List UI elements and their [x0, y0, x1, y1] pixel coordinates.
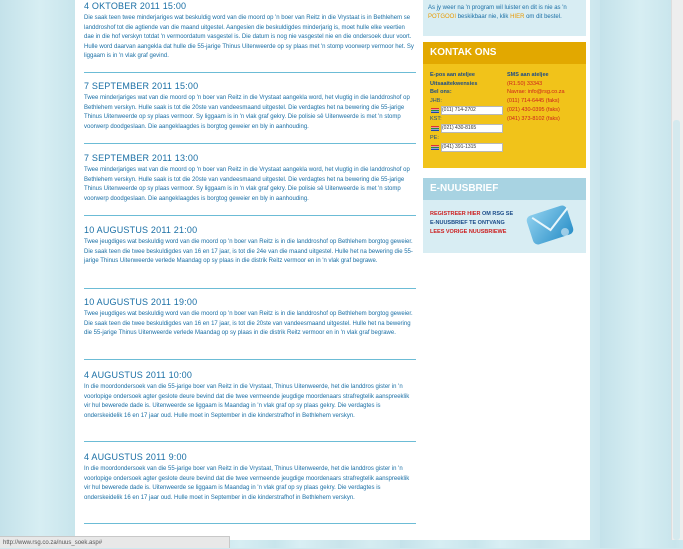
call-us-label: Bel ons: — [430, 89, 452, 96]
sa-flag-icon — [431, 108, 439, 113]
contact-left-col — [430, 71, 503, 152]
fax-number: (041) 373-8102 (faks) — [507, 115, 560, 122]
news-body: In die moordondersoek van die 55-jarige boer van Reitz in die Vrystaat, Thinus Uitenweerde, het die landdros gister in 'n voorlopige ondersoek agter geslote deure bevind dat die twee vermeende jeugdige moordenaars strafregtelik aanspreeklik vir hul bewerede dade is. Uitenweerde se liggaam is Maandag in 'n vlak graf op sy plaas gekry. Die verdagtes is onderskeidelik 16 en 17 jaar oud. Hulle moet in September in die kinderstrafhof in Bethlehem verskyn. — [84, 384, 410, 419]
divider — [84, 288, 416, 289]
news-date[interactable]: 7 SEPTEMBER 2011 13:00 — [84, 153, 199, 163]
contact-title: KONTAK ONS — [423, 42, 586, 64]
fax-number: (021) 430-0395 (faks) — [507, 106, 560, 113]
sa-flag-icon — [431, 126, 439, 131]
sms-number: (R1.50) 33343 — [507, 80, 543, 87]
newsletter-links: REGISTREER HIER OM RSG SE E-NUUSBRIEF TE ONTVANG LEES VORIGE NUUSBRIEWE — [430, 211, 514, 235]
news-date[interactable]: 10 AUGUSTUS 2011 19:00 — [84, 297, 198, 307]
potgooi-link[interactable]: POTGOOI — [428, 14, 457, 20]
status-bar: http://www.rsg.co.za/nuus_soek.asp# — [0, 536, 230, 548]
hier-link[interactable]: HIER — [510, 14, 525, 20]
newsletter-title: E-NUUSBRIEF — [423, 178, 586, 200]
phone-field: (021) 430-8165 — [441, 124, 503, 133]
podcast-promo-text: As jy weer na 'n program wil luister en dit is nie as 'n POTGOOI beskikbaar nie, klik HIER om dit bestel. — [428, 5, 567, 20]
divider — [84, 215, 416, 216]
region-label: JHB: — [430, 98, 442, 105]
news-date[interactable]: 4 OKTOBER 2011 15:00 — [84, 1, 187, 11]
news-item — [84, 452, 416, 503]
fax-number: (011) 714-6445 (faks) — [507, 98, 560, 105]
news-body: Twee minderjariges wat van die moord op 'n boer van Reitz in die Vrystaat aangekla word, het vlugtig in die landdroshof op Bethlehem verskyn. Hulle saak is tot die 20ste van vandeesmaand uitgestel. Die verdagtes het na bewering die 55-jarige Thinus Uitenweerde op sy plaas vermoor. Sy liggaam is in 'n vlak graf gekry. Die polisie sê Uitenweerde is met 'n stomp voorwerp doodgeslaan. Die aangeklaagdes is borgtog geweier en bly in aanhouding. — [84, 167, 410, 202]
newsletter-receive-text: E-NUUSBRIEF TE ONTVANG — [430, 220, 505, 226]
news-item — [84, 1, 416, 62]
region-label: PE: — [430, 134, 439, 141]
news-body: In die moordondersoek van die 55-jarige boer van Reitz in die Vrystaat, Thinus Uitenweerde, het die landdros gister in 'n voorlopige ondersoek agter geslote deure bevind dat die twee vermeende jeugdige moordenaars strafregtelik aanspreeklik vir hul bewerede dade is. Uitenweerde se liggaam is Maandag in 'n vlak graf op sy plaas gekry. Die verdagtes is onderskeidelik 16 en 17 jaar oud. Hulle moet in September in die kinderstrafhof in Bethlehem verskyn. — [84, 466, 410, 501]
news-item — [84, 81, 416, 132]
news-item — [84, 225, 416, 267]
news-body: Twee jeugdiges wat beskuldig word van die moord op 'n boer van Reitz is in die landdroshof op Bethlehem borgtog geweier. Die saak teen die twee beskuldigdes van 16 en 17 jaar, is tot die 24e van die maand uitgestel. Hulle het na bewering die 55-jarige Thinus Uitenweerde verlede Maandag op sy plaas in die distrik Reitz vermoor en in 'n vlak graf begrawe. — [84, 239, 413, 264]
phone-field: (041) 391-1315 — [441, 143, 503, 152]
divider — [84, 359, 416, 360]
divider — [84, 72, 416, 73]
divider — [84, 143, 416, 144]
sa-flag-icon — [431, 145, 439, 150]
news-item — [84, 370, 416, 421]
scrollbar-thumb[interactable] — [673, 120, 680, 540]
register-link[interactable]: REGISTREER HIER — [430, 211, 481, 217]
frequencies-link[interactable]: Uitsaaitekwensies — [430, 80, 478, 87]
divider — [84, 441, 416, 442]
news-date[interactable]: 4 AUGUSTUS 2011 9:00 — [84, 452, 187, 462]
previous-newsletters-link[interactable]: LEES VORIGE NUUSBRIEWE — [430, 229, 507, 235]
region-label: KST: — [430, 116, 442, 123]
contact-right-col — [507, 71, 565, 123]
contact-box — [423, 42, 586, 168]
news-date[interactable]: 10 AUGUSTUS 2011 21:00 — [84, 225, 198, 235]
news-date[interactable]: 7 SEPTEMBER 2011 15:00 — [84, 81, 199, 91]
divider — [84, 523, 416, 524]
enquiries-email[interactable]: Navrae: info@rsg.co.za — [507, 89, 565, 96]
email-studio-link[interactable]: E-pos aan ateljee — [430, 72, 475, 78]
newsletter-box — [423, 178, 586, 253]
news-item — [84, 297, 416, 339]
envelope-icon — [525, 202, 575, 246]
news-body: Twee jeugdiges wat beskuldig word van die moord op 'n boer van Reitz is in die landdroshof op Bethlehem borgtog geweier. Die saak teen die twee beskuldigdes van 16 en 17 jaar, is tot die 20ste van vandeesmaand uitgestel. Hulle het na bewering die 55-jarige Thinus Uitenweerde verlede Maandag op sy plaas in die distrik Reitz vermoor en in 'n vlak graf begrawe. — [84, 311, 413, 336]
news-date[interactable]: 4 AUGUSTUS 2011 10:00 — [84, 370, 193, 380]
phone-field: (011) 714-2702 — [441, 106, 503, 115]
news-body: Die saak teen twee minderjariges wat beskuldig word van die moord op 'n boer van Reitz in die Vrystaat is in Bethlehem se landdroshof tot die agtiende van die maand uitgestel. Aangesien die beskuldigdes minderjarig is, moet hulle elke veertien dae in die hof verskyn totdat 'n vermoordatum vasgestel is. Die datum is nog nie vasgestel nie en die ondersoek duur voort. Hulle word daarvan aangekla dat hulle die 55-jarige Thinus Uitenweerde op sy plaas met 'n stomp voorwerp vermoor het. Sy liggaam is in 'n vlak graf gevind. — [84, 15, 414, 59]
news-body: Twee minderjariges wat van die moord op 'n boer van Reitz in die Vrystaat aangekla word, het vlugtig in die landdroshof op Bethlehem verskyn. Hulle saak is tot die 20ste van vandeesmaand uitgestel. Die verdagtes het na bewering die 55-jarige Thinus Uitenweerde op sy plaas vermoor. Sy liggaam is in 'n vlak graf gekry. Die polisie sê Uitenweerde is met 'n stomp voorwerp doodgeslaan. Die aangeklaagdes is borgtog geweier en bly in aanhouding. — [84, 95, 410, 130]
sms-label: SMS aan ateljee — [507, 72, 549, 78]
news-item — [84, 153, 416, 204]
